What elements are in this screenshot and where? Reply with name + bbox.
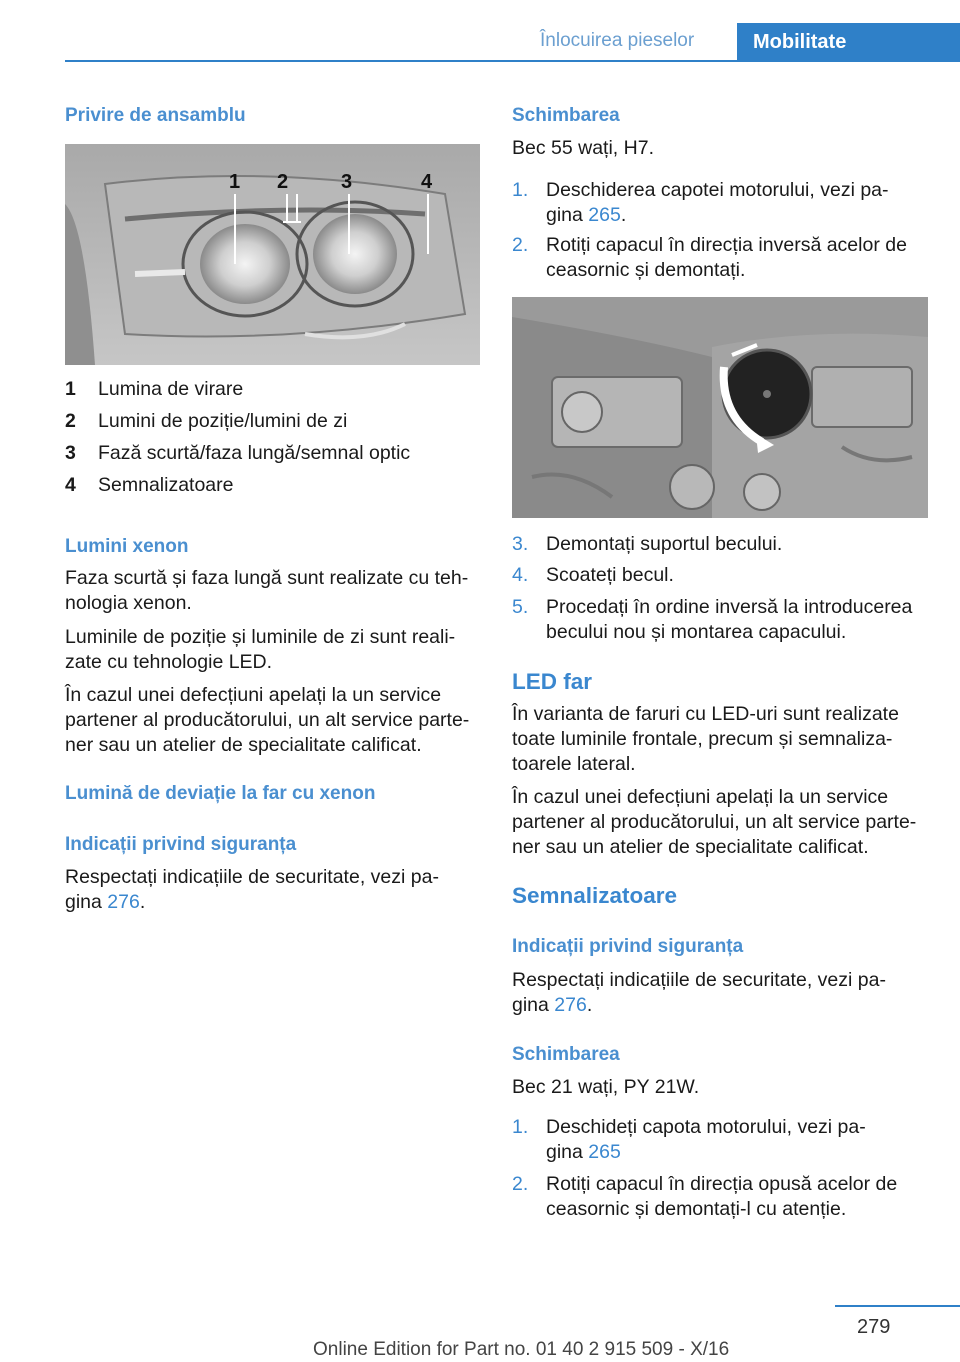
- xenon-paragraph-line: ner sau un atelier de specialitate calificat.: [65, 734, 422, 756]
- text-fragment: gina: [546, 1141, 589, 1163]
- left-safety-line: Respectați indicațiile de securitate, vezi pa‐: [65, 866, 439, 888]
- footer-rule: [835, 1305, 960, 1307]
- turn-signals-heading: Semnalizatoare: [512, 883, 678, 908]
- text-fragment: .: [620, 204, 627, 226]
- led-heading: LED far: [512, 669, 593, 694]
- legend-num: 2: [65, 410, 76, 432]
- step-number: 1.: [512, 1116, 529, 1138]
- figure-label-4: 4: [421, 171, 433, 193]
- step-text: Procedați în ordine inversă la introducerea: [546, 596, 913, 618]
- step-text: Deschiderea capotei motorului, vezi pa‐: [546, 179, 889, 201]
- step-number: 3.: [512, 533, 529, 555]
- edition-note: Online Edition for Part no. 01 40 2 915 509 - X/16: [313, 1339, 730, 1360]
- step-text: Scoateți becul.: [546, 564, 674, 586]
- xenon-paragraph-line: Luminile de poziție și luminile de zi sunt reali‐: [65, 626, 456, 648]
- step-text: Deschideți capota motorului, vezi pa‐: [546, 1116, 866, 1138]
- led-paragraph-line: toarele lateral.: [512, 753, 636, 775]
- figure-label-2: 2: [277, 171, 289, 193]
- led-paragraph-line: În cazul unei defecțiuni apelați la un service: [512, 786, 889, 808]
- xenon-paragraph-line: În cazul unei defecțiuni apelați la un service: [65, 684, 442, 706]
- step-number: 2.: [512, 1173, 529, 1195]
- step-text: [546, 203, 626, 228]
- header-tab: [737, 23, 960, 62]
- legend-text: Lumina de virare: [98, 378, 244, 400]
- legend-text: Lumini de poziție/lumini de zi: [98, 410, 348, 432]
- header-tab-label: Mobilitate: [753, 31, 847, 53]
- change2-heading: Schimbarea: [512, 1044, 620, 1065]
- legend-text: Semnalizatoare: [98, 474, 234, 496]
- overview-heading: Privire de ansamblu: [65, 105, 246, 126]
- right-safety-line: Respectați indicațiile de securitate, vezi pa‐: [512, 969, 886, 991]
- step-number: 1.: [512, 179, 529, 201]
- legend-num: 1: [65, 378, 76, 400]
- step-text: [546, 1140, 621, 1165]
- text-fragment: gina: [512, 994, 555, 1016]
- deviation-heading: Lumină de deviație la far cu xenon: [65, 783, 376, 804]
- page-link-276[interactable]: 276: [107, 891, 140, 913]
- page-link-276[interactable]: 276: [554, 994, 587, 1016]
- text-fragment: .: [139, 891, 146, 913]
- text-fragment: .: [586, 994, 593, 1016]
- right-safety-line: [512, 993, 592, 1018]
- step-text: becului nou și montarea capacului.: [546, 621, 847, 643]
- legend-text: Fază scurtă/faza lungă/semnal optic: [98, 442, 411, 464]
- led-paragraph-line: ner sau un atelier de specialitate calificat.: [512, 836, 869, 858]
- text-fragment: gina: [65, 891, 108, 913]
- step-number: 2.: [512, 234, 529, 256]
- left-safety-line: [65, 890, 145, 915]
- xenon-paragraph-line: zate cu tehnologie LED.: [65, 651, 273, 673]
- page-number: 279: [857, 1316, 891, 1338]
- step-text: Demontați suportul becului.: [546, 533, 783, 555]
- step-text: ceasornic și demontați-l cu atenție.: [546, 1198, 847, 1220]
- right-safety-heading: Indicații privind siguranța: [512, 936, 744, 957]
- change-heading: Schimbarea: [512, 105, 620, 126]
- legend-num: 4: [65, 474, 76, 496]
- headlight-figure: [65, 144, 480, 365]
- text-fragment: gina: [546, 204, 589, 226]
- bulb2-spec: Bec 21 wați, PY 21W.: [512, 1076, 700, 1098]
- led-paragraph-line: partener al producătorului, un alt service parte‐: [512, 811, 917, 833]
- step-number: 4.: [512, 564, 529, 586]
- xenon-heading: Lumini xenon: [65, 536, 189, 557]
- xenon-paragraph-line: nologia xenon.: [65, 592, 192, 614]
- left-safety-heading: Indicații privind siguranța: [65, 834, 297, 855]
- xenon-paragraph-line: partener al producătorului, un alt service parte‐: [65, 709, 470, 731]
- step-text: ceasornic și demontați.: [546, 259, 746, 281]
- page-link-265[interactable]: 265: [588, 1141, 621, 1163]
- figure-label-3: 3: [341, 171, 353, 193]
- led-paragraph-line: toate luminile frontale, precum și semnaliza‐: [512, 728, 893, 750]
- step-text: Rotiți capacul în direcția opusă acelor de: [546, 1173, 898, 1195]
- legend-num: 3: [65, 442, 76, 464]
- step-text: Rotiți capacul în direcția inversă acelor de: [546, 234, 907, 256]
- header-section-title: Înlocuirea pieselor: [540, 30, 695, 51]
- bulb-spec: Bec 55 wați, H7.: [512, 137, 654, 159]
- engine-bay-figure: [512, 297, 928, 518]
- xenon-paragraph-line: Faza scurtă și faza lungă sunt realizate cu teh‐: [65, 567, 469, 589]
- page-link-265[interactable]: 265: [588, 204, 621, 226]
- led-paragraph-line: În varianta de faruri cu LED-uri sunt realizate: [512, 703, 899, 725]
- step-number: 5.: [512, 596, 529, 618]
- figure-label-1: 1: [229, 171, 241, 193]
